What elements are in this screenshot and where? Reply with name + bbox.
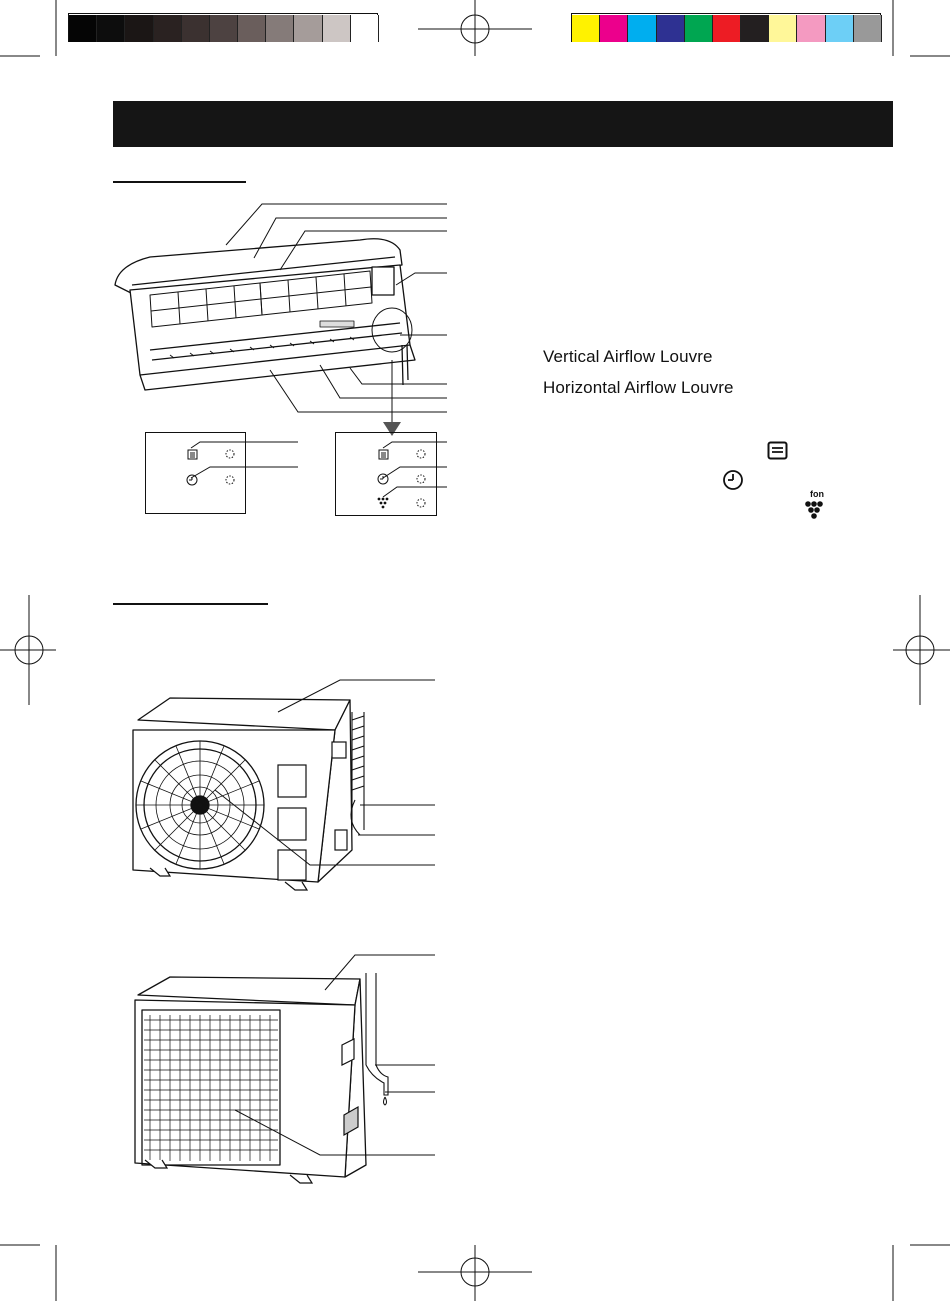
plasmacluster-mark: fon <box>810 489 824 499</box>
vertical-louvre-label: Vertical Airflow Louvre <box>543 347 713 366</box>
horizontal-louvre-label: Horizontal Airflow Louvre <box>543 378 734 397</box>
